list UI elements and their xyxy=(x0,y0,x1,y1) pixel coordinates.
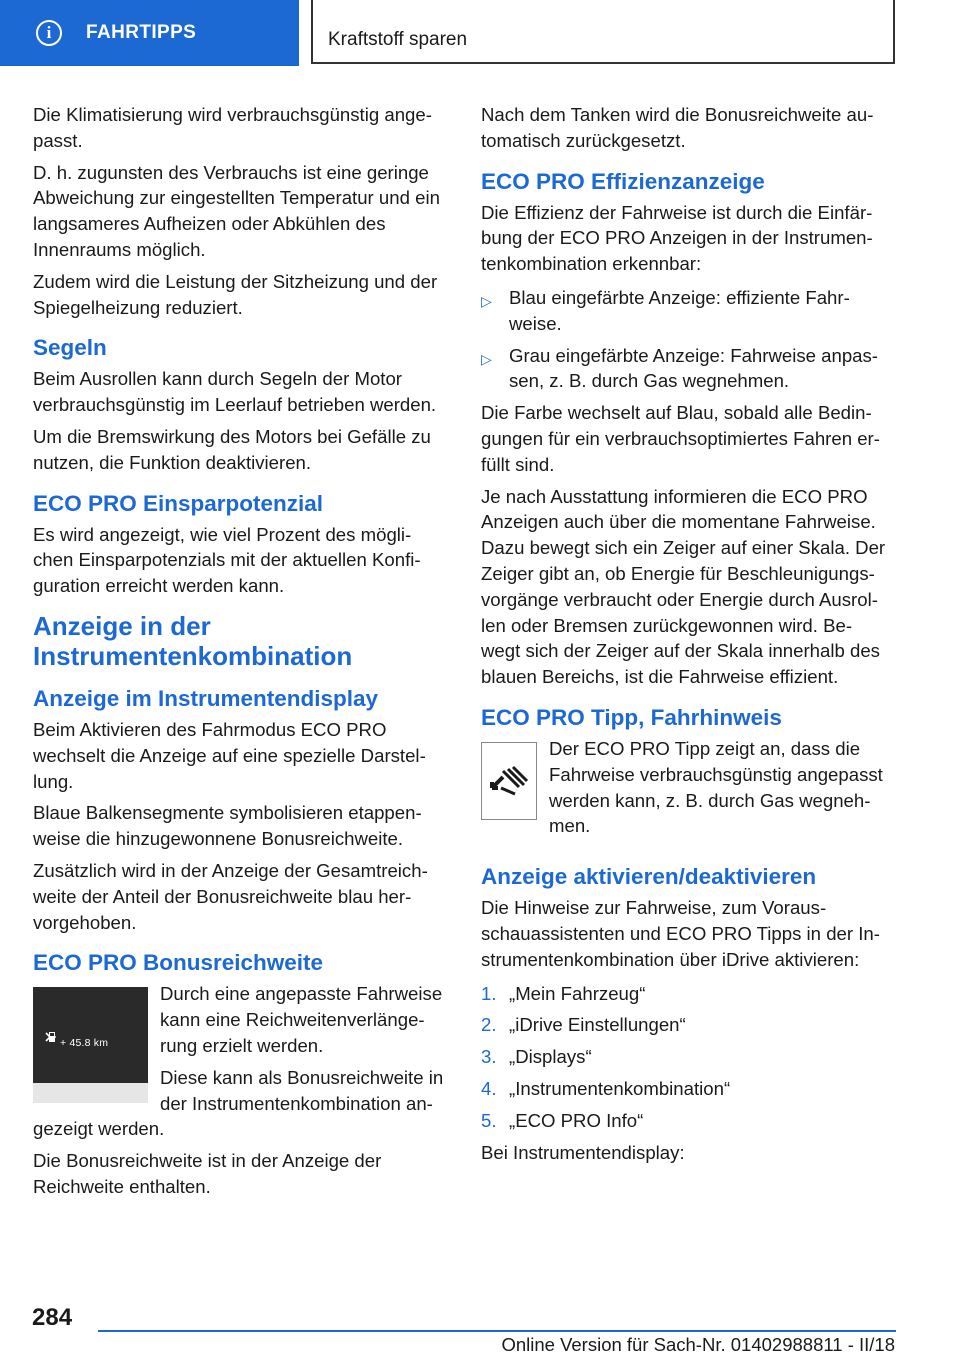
list-item: ▷ Blau eingefärbte Anzeige: effiziente Fahr‐ weise. xyxy=(481,286,850,334)
footer-divider xyxy=(98,1330,896,1332)
heading-einsparpotenzial: ECO PRO Einsparpotenzial xyxy=(33,490,324,516)
list-item: 2. „iDrive Einstellungen“ xyxy=(481,1014,686,1036)
display-bottom-band xyxy=(33,1083,148,1103)
section-tab xyxy=(0,0,299,66)
paragraph: Blaue Balkensegmente symbolisieren etappen‐ weise die hinzugewonnene Bonusreichweite. xyxy=(33,802,422,850)
list-item: 3. „Displays“ xyxy=(481,1046,592,1068)
paragraph: D. h. zugunsten des Verbrauchs ist eine geringe Abweichung zur eingestellten Temperatur und ein langsameres Aufheizen oder Abkühlen des Innenraums möglich. xyxy=(33,161,440,260)
bullet-marker-icon: ▷ xyxy=(481,292,492,309)
right-column xyxy=(481,102,895,1171)
subsection-title: Kraftstoff sparen xyxy=(328,29,468,50)
heading-instrumentendisplay: Anzeige im Instrumentendisplay xyxy=(33,685,379,711)
paragraph: Beim Aktivieren des Fahrmodus ECO PRO wechselt die Anzeige auf eine spezielle Darstel‐ lung. xyxy=(33,718,426,792)
paragraph: Die Klimatisierung wird verbrauchsgünstig ange‐ passt. xyxy=(33,104,432,151)
paragraph: Der ECO PRO Tipp zeigt an, dass die Fahrweise verbrauchsgünstig angepasst werden kann, z. B. durch Gas wegneh‐ men. xyxy=(549,737,883,837)
info-icon: i xyxy=(36,20,62,46)
paragraph: Durch eine angepasste Fahrweise kann eine Reichweitenverlänge‐ rung erzielt werden. xyxy=(160,983,443,1056)
paragraph: Um die Bremswirkung des Motors bei Gefälle zu nutzen, die Funktion deaktivieren. xyxy=(33,425,431,473)
paragraph: Es wird angezeigt, wie viel Prozent des mögli‐ chen Einsparpotenzials mit der aktuellen Konfi‐ guration erreicht werden kann. xyxy=(33,523,421,597)
bonus-range-value: + 45.8 km xyxy=(60,1037,109,1050)
paragraph: Bei Instrumentendisplay: xyxy=(481,1141,685,1163)
eco-pro-tip-figure xyxy=(481,742,537,820)
instrument-display-image xyxy=(33,987,148,1103)
paragraph: Zudem wird die Leistung der Sitzheizung und der Spiegelheizung reduziert. xyxy=(33,270,438,318)
steps-list xyxy=(481,981,895,1134)
eco-pro-tip-icon xyxy=(481,742,537,820)
online-version-note: Online Version für Sach-Nr. 01402988811 - II/18 xyxy=(501,1334,895,1355)
heading-anzeige-instrumentenkombination: Anzeige in der Instrumentenkombination xyxy=(33,610,353,671)
paragraph: Die Effizienz der Fahrweise ist durch die Einfär‐ bung der ECO PRO Anzeigen in der Instrumen‐ tenkombination erkennbar: xyxy=(481,201,873,275)
heading-bonusreichweite: ECO PRO Bonusreichweite xyxy=(33,950,324,976)
paragraph: Je nach Ausstattung informieren die ECO PRO Anzeigen auch über die momentane Fahrweise. Dazu bewegt sich ein Zeiger auf einer Skala. Der Zeiger gibt an, ob Energie für Beschleunigungs‐ vorgänge verbraucht oder Energie durch Ausrol‐ len oder Bremsen zurückgewonnen wird. Be‐ wegt sich der Zeiger auf der Skala innerhalb des blauen Bereichs, ist die Fahrweise effizient. xyxy=(481,485,886,688)
paragraph: Diese kann als Bonusreichweite in der Instrumentenkombination an‐ gezeigt werden. xyxy=(33,1066,444,1140)
list-item: 4. „Instrumentenkombination“ xyxy=(481,1077,731,1099)
section-title: FAHRTIPPS xyxy=(86,22,197,43)
paragraph: Zusätzlich wird in der Anzeige der Gesamtreich‐ weite der Anteil der Bonusreichweite blau her‐ vorgehoben. xyxy=(33,859,428,933)
paragraph: Die Hinweise zur Fahrweise, zum Voraus‐ schauassistenten und ECO PRO Tipps in der In‐ strumentenkombination über iDrive aktivieren: xyxy=(481,897,880,970)
left-column xyxy=(33,102,453,1206)
heading-tipp-fahrhinweis: ECO PRO Tipp, Fahrhinweis xyxy=(481,704,782,730)
list-item: ▷ Grau eingefärbte Anzeige: Fahrweise anpas‐ sen, z. B. durch Gas wegnehmen. xyxy=(481,344,878,392)
list-item: 1. „Mein Fahrzeug“ xyxy=(481,982,646,1004)
paragraph: Nach dem Tanken wird die Bonusreichweite au‐ tomatisch zurückgesetzt. xyxy=(481,104,874,151)
page-header xyxy=(0,0,960,66)
paragraph: Beim Ausrollen kann durch Segeln der Motor verbrauchsgünstig im Leerlauf betrieben werden. xyxy=(33,368,437,416)
bullet-list xyxy=(481,285,895,394)
paragraph: Die Farbe wechselt auf Blau, sobald alle Bedin‐ gungen für ein verbrauchsoptimiertes Fahren er‐ füllt sind. xyxy=(481,402,880,475)
heading-segeln: Segeln xyxy=(33,335,107,361)
heading-effizienzanzeige: ECO PRO Effizienzanzeige xyxy=(481,168,765,194)
page-number: 284 xyxy=(32,1304,73,1331)
bonus-range-display-figure xyxy=(33,987,148,1103)
heading-aktivieren-deaktivieren: Anzeige aktivieren/deaktivieren xyxy=(481,864,817,890)
bullet-marker-icon: ▷ xyxy=(481,350,492,367)
page-footer xyxy=(0,1296,960,1362)
fuel-pump-icon xyxy=(49,1031,58,1042)
paragraph: Die Bonusreichweite ist in der Anzeige der Reichweite enthalten. xyxy=(33,1150,382,1197)
subsection-box xyxy=(311,0,895,64)
list-item: 5. „ECO PRO Info“ xyxy=(481,1109,644,1131)
